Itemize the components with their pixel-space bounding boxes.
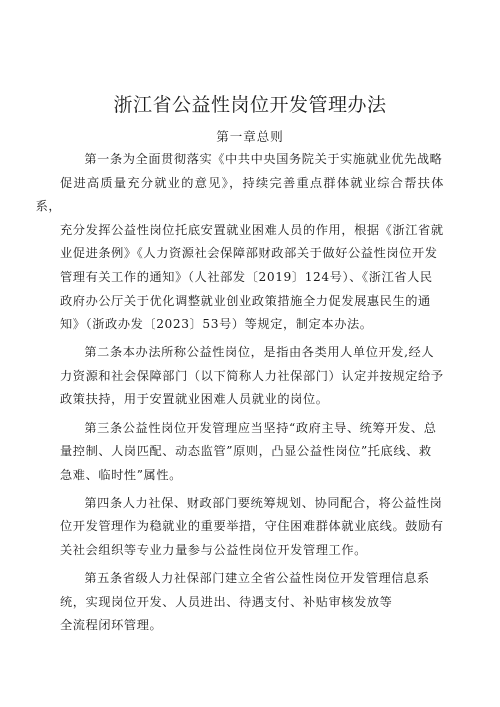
text-line: 统，实现岗位开发、人员进出、待遇支付、补贴审核发放等: [60, 594, 393, 609]
article-5-paragraph: [60, 567, 444, 638]
document-title: 浙江省公益性岗位开发管理办法: [113, 94, 387, 116]
text-line: 第一条为全面贯彻落实《中共中央国务院关于实施就业优先战略: [84, 152, 443, 166]
article-4-paragraph: [60, 492, 444, 563]
text-line: 第四条人力社保、财政部门要统筹规划、协同配合，将公益性岗: [84, 495, 443, 510]
text-line: 促进高质量充分就业的意见》，持续完善重点群体就业综合帮扶体系，: [35, 175, 444, 214]
text-line: 第五条省级人力社保部门建立全省公益性岗位开发管理信息系: [84, 571, 430, 586]
text-line: 位开发管理作为稳就业的重要举措，守住困难群体就业底线。鼓励有: [60, 519, 444, 534]
article-1-paragraph: [35, 148, 444, 337]
chapter-heading: 第一章总则: [216, 129, 284, 144]
document-body: [35, 148, 444, 642]
text-line: 第三条公益性岗位开发管理应当坚持“政府主导、统筹开发、总: [84, 420, 437, 435]
text-line: 业促进条例》《人力资源社会保障部财政部关于做好公益性岗位开发: [60, 246, 438, 261]
text-line: 政府办公厅关于优化调整就业创业政策措施全力促发展惠民生的通: [60, 293, 431, 308]
text-line: 量控制、人岗匹配、动态监管”原则，凸显公益性岗位”托底线、救: [60, 444, 432, 459]
article-3-paragraph: [60, 417, 444, 488]
text-line: 政策扶持，用于安置就业困难人员就业的岗位。: [60, 392, 329, 407]
text-line: 力资源和社会保障部门（以下简称人力社保部门）认定并按规定给予: [60, 368, 444, 383]
text-line: 管理有关工作的通知》（人社部发〔2019〕124号）、《浙江省人民: [60, 269, 433, 284]
text-line: 关社会组织等专业力量参与公益性岗位开发管理工作。: [60, 543, 367, 557]
text-line: 急难、临时性”属性。: [60, 467, 182, 482]
text-line: 知》（浙政办发〔2023〕53号）等规定，制定本办法。: [60, 317, 373, 332]
text-line: 全流程闭环管理。: [60, 618, 163, 633]
text-line: 第二条本办法所称公益性岗位，是指由各类用人单位开发,经人: [84, 345, 435, 360]
article-2-paragraph: [60, 341, 444, 412]
text-line: 充分发挥公益性岗位托底安置就业困难人员的作用，根据《浙江省就: [60, 222, 444, 237]
